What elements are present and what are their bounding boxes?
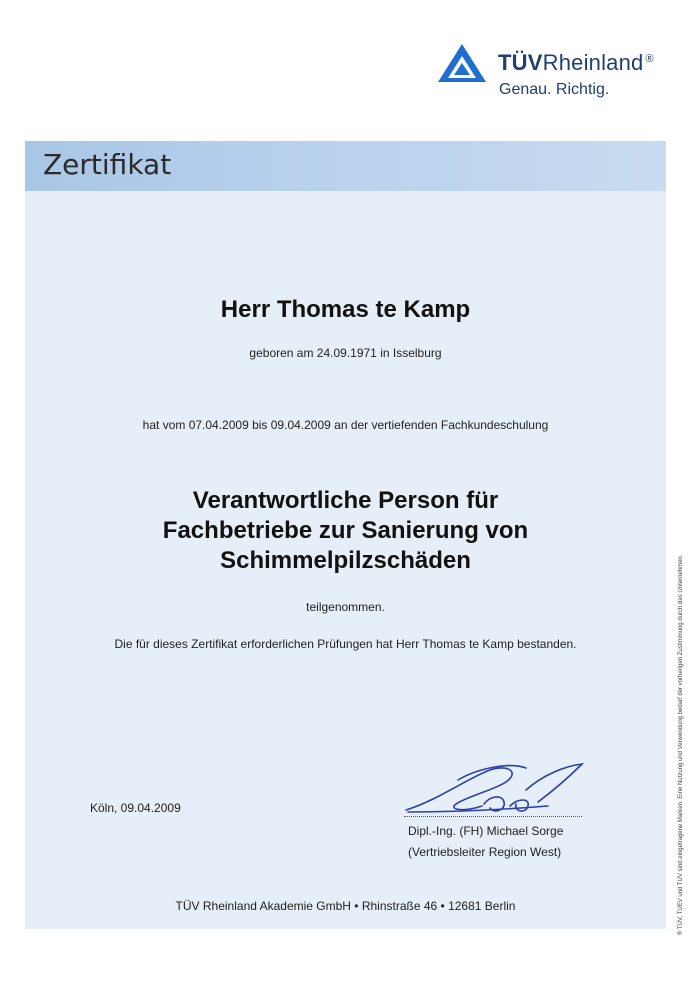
course-title-line: Schimmelpilzschäden [220, 547, 471, 574]
signer-name: Dipl.-Ing. (FH) Michael Sorge [408, 824, 564, 838]
footer-address: TÜV Rheinland Akademie GmbH • Rhinstraße 46 • 12681 Berlin [175, 899, 516, 913]
signature-line [404, 816, 582, 817]
header-band [25, 141, 666, 191]
certificate-title: Zertifikat [43, 148, 172, 181]
birth-info: geboren am 24.09.1971 in Isselburg [249, 346, 442, 360]
brand-regular: Rheinland [542, 50, 644, 75]
course-title-line: Fachbetriebe zur Sanierung von [162, 517, 529, 544]
course-title [25, 486, 666, 576]
attendance-text: hat vom 07.04.2009 bis 09.04.2009 an der vertiefenden Fachkundeschulung [142, 418, 549, 432]
signer-role: (Vertriebsleiter Region West) [408, 845, 562, 859]
participation-text: teilgenommen. [306, 600, 385, 614]
registered-mark: ® [645, 52, 654, 65]
course-title-line: Verantwortliche Person für [192, 487, 499, 514]
brand-name [498, 50, 654, 76]
place-date: Köln, 09.04.2009 [90, 801, 181, 815]
brand-bold: TÜV [498, 50, 543, 75]
handwritten-signature [398, 760, 588, 822]
exam-passed-text: Die für dieses Zertifikat erforderlichen Prüfungen hat Herr Thomas te Kamp bestanden. [114, 637, 577, 651]
brand-slogan: Genau. Richtig. [499, 81, 610, 98]
trademark-note: ® TÜV, TUEV und TUV sind eingetragene Marken. Eine Nutzung und Verwendung bedarf der vorherigen Zustimmung durch das Unternehmen. [678, 554, 684, 935]
tuv-logo [436, 40, 676, 110]
tuv-triangle-icon [436, 42, 488, 84]
recipient-name: Herr Thomas te Kamp [220, 296, 471, 323]
